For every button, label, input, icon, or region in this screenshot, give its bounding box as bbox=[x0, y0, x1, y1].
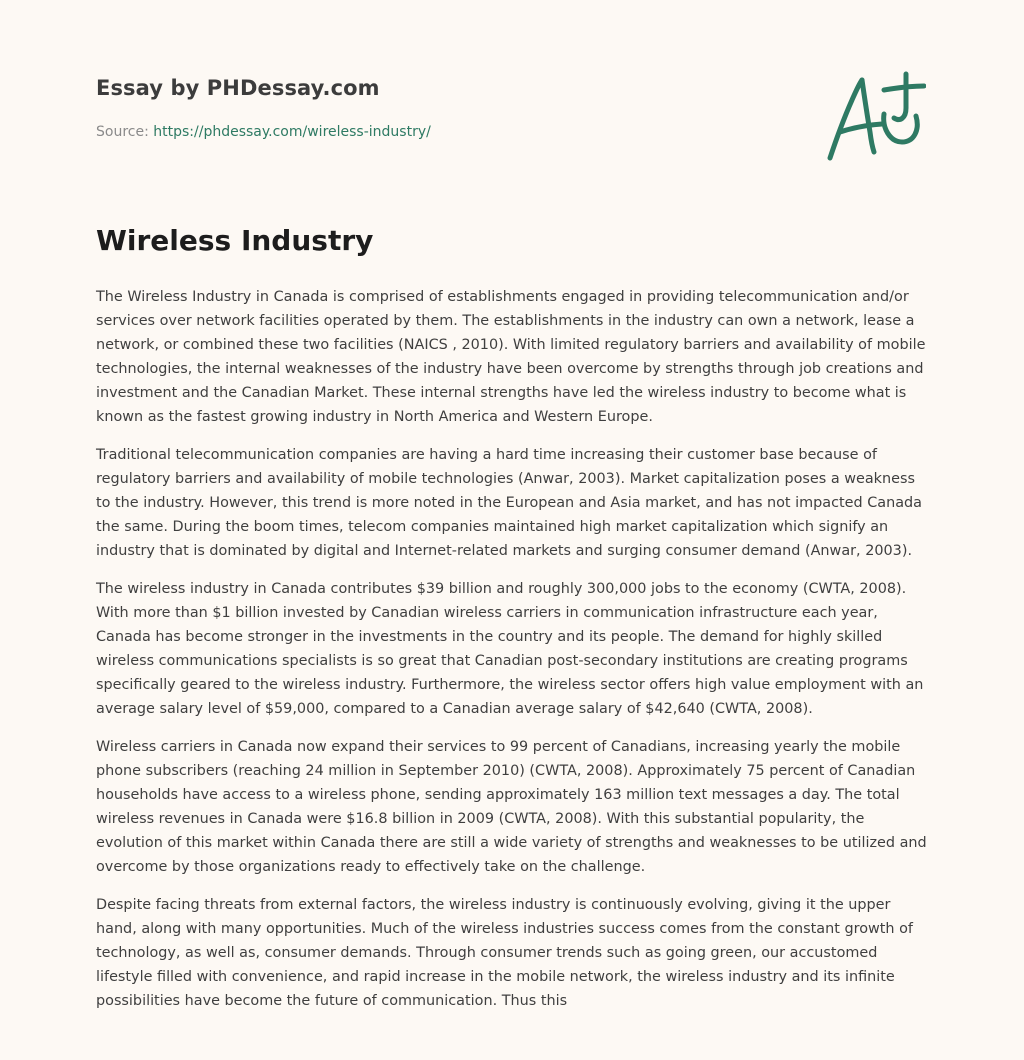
essay-paragraph: Despite facing threats from external factors, the wireless industry is continuously evolving, giving it the upper hand, along with many opportunities. Much of the wireless industries success comes from the constant growth of technology, as well as, consumer demands. Through consumer trends such as going green, our accustomed lifestyle filled with convenience, and rapid increase in the mobile network, the wireless industry and its infinite possibilities have become the future of communication. Thus this bbox=[96, 897, 913, 1009]
essay-paragraph: The Wireless Industry in Canada is comprised of establishments engaged in providing telecommunication and/or services over network facilities operated by them. The establishments in the industry can own a network, lease a network, or combined these two facilities (NAICS , 2010). With limited regulatory barriers and availability of mobile technologies, the internal weaknesses of the industry have been overcome by strengths through job creations and investment and the Canadian Market. These internal strengths have led the wireless industry to become what is known as the fastest growing industry in North America and Western Europe. bbox=[96, 289, 926, 425]
source-link[interactable]: https://phdessay.com/wireless-industry/ bbox=[153, 124, 431, 140]
site-brand: Essay by PHDessay.com bbox=[96, 76, 380, 100]
essay-title: Wireless Industry bbox=[96, 224, 374, 257]
essay-body bbox=[96, 285, 931, 1027]
essay-paragraph: The wireless industry in Canada contributes $39 billion and roughly 300,000 jobs to the economy (CWTA, 2008). With more than $1 billion invested by Canadian wireless carriers in communication infrastructure each year, Canada has become stronger in the investments in the country and its people. The demand for highly skilled wireless communications specialists is so great that Canadian post-secondary institutions are creating programs specifically geared to the wireless industry. Furthermore, the wireless sector offers high value employment with an average salary level of $59,000, compared to a Canadian average salary of $42,640 (CWTA, 2008). bbox=[96, 581, 924, 717]
a-plus-logo-icon bbox=[826, 70, 926, 162]
source-line bbox=[96, 124, 431, 140]
essay-paragraph: Wireless carriers in Canada now expand their services to 99 percent of Canadians, increasing yearly the mobile phone subscribers (reaching 24 million in September 2010) (CWTA, 2008). Approximately 75 percent of Canadian households have access to a wireless phone, sending approximately 163 million text messages a day. The total wireless revenues in Canada were $16.8 billion in 2009 (CWTA, 2008). With this substantial popularity, the evolution of this market within Canada there are still a wide variety of strengths and weaknesses to be utilized and overcome by those organizations ready to effectively take on the challenge. bbox=[96, 739, 927, 875]
source-label: Source: bbox=[96, 124, 149, 140]
essay-paragraph: Traditional telecommunication companies are having a hard time increasing their customer base because of regulatory barriers and availability of mobile technologies (Anwar, 2003). Market capitalization poses a weakness to the industry. However, this trend is more noted in the European and Asia market, and has not impacted Canada the same. During the boom times, telecom companies maintained high market capitalization which signify an industry that is dominated by digital and Internet-related markets and surging consumer demand (Anwar, 2003). bbox=[96, 447, 922, 559]
